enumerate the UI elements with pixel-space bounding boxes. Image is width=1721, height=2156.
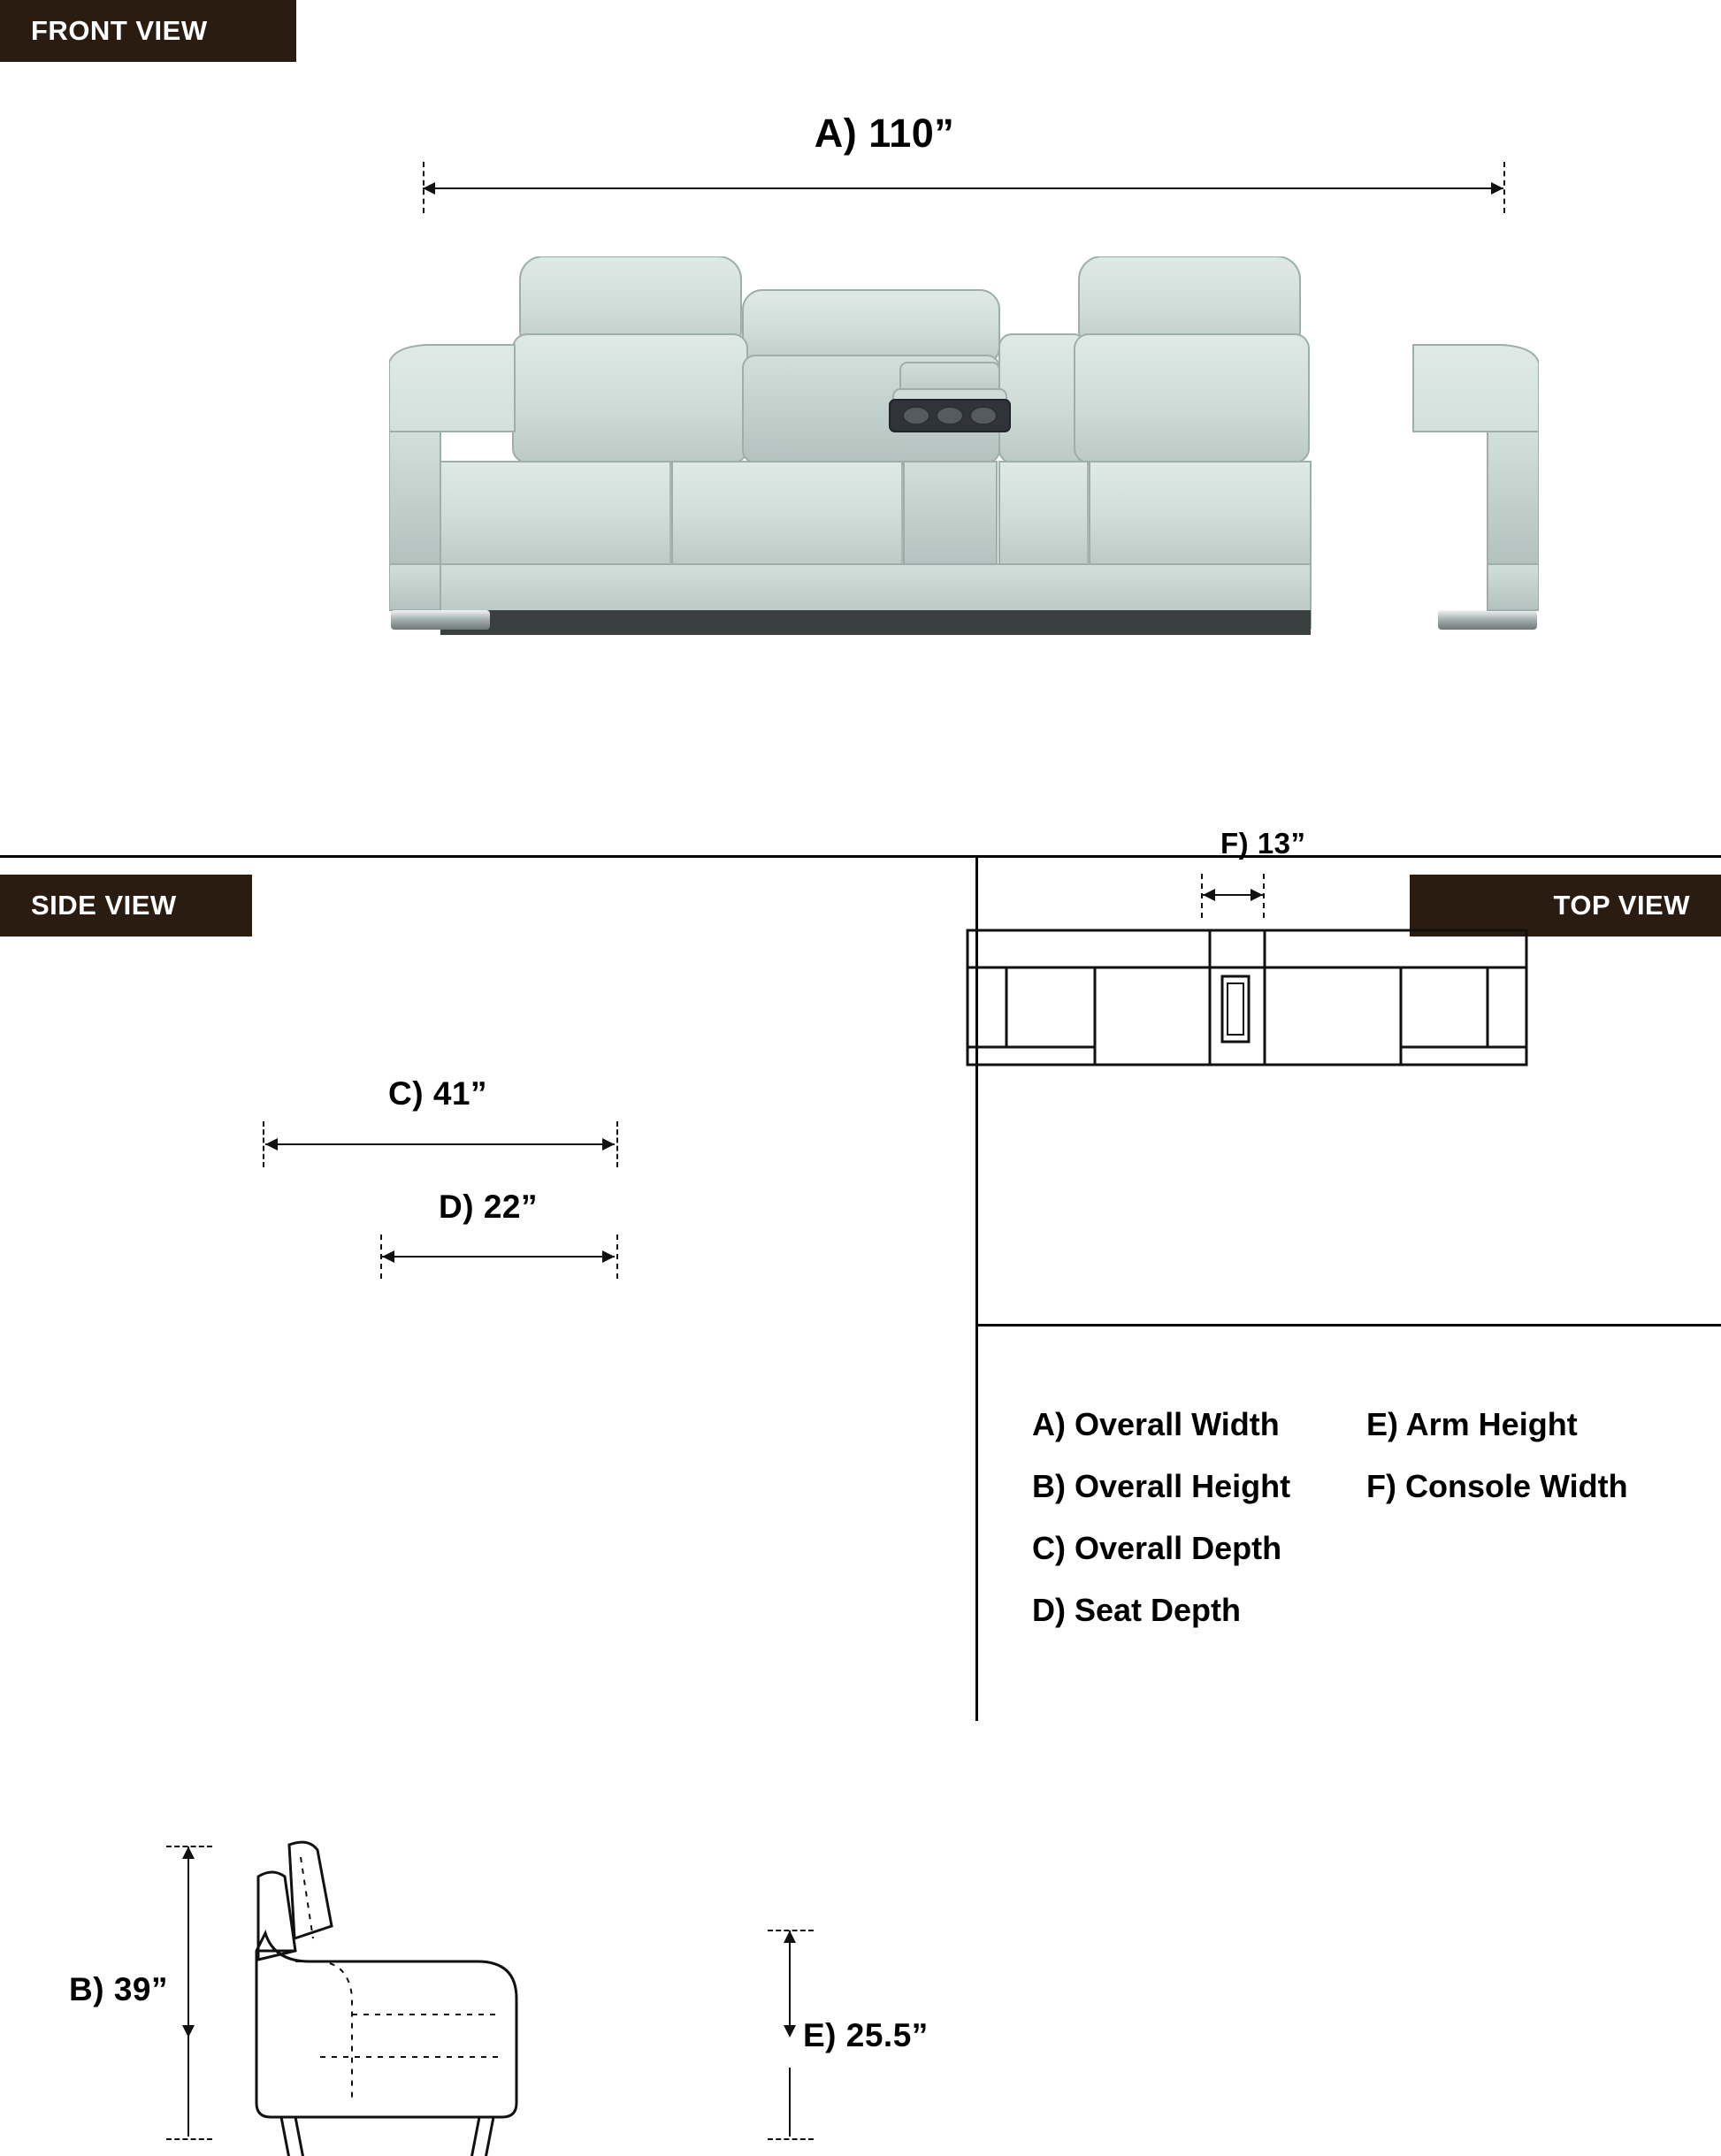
sofa-side-illustration xyxy=(239,1838,699,2156)
dimension-a-tick-left xyxy=(423,162,425,213)
front-view-panel xyxy=(0,0,1721,853)
top-view-tag-label: TOP VIEW xyxy=(1553,890,1690,921)
top-view-panel xyxy=(977,827,1721,1325)
legend-column-left xyxy=(1032,1406,1290,1654)
dimension-f-tick-left xyxy=(1201,874,1203,918)
dimension-e-line xyxy=(789,1930,791,2028)
dimension-e-tick-bottom xyxy=(768,2138,814,2140)
side-view-tag xyxy=(0,875,252,937)
dimension-e-line-lower xyxy=(789,2068,791,2137)
dimension-b-label: B) 39” xyxy=(69,1971,168,2007)
dimension-f-tick-right xyxy=(1263,874,1265,918)
dimension-d-arrow-left xyxy=(382,1250,394,1263)
front-view-tag-label: FRONT VIEW xyxy=(31,15,208,46)
dimension-b-tick-top xyxy=(166,1846,212,1847)
dimension-a-arrow-left xyxy=(423,182,435,195)
dimension-d-tick-left xyxy=(380,1235,382,1279)
dimension-e-label: E) 25.5” xyxy=(803,2017,929,2053)
dimension-e-tick-top xyxy=(768,1930,814,1931)
legend-item-e: E) Arm Height xyxy=(1366,1406,1578,1442)
dimension-a-label: A) 110” xyxy=(814,111,955,156)
dimension-b-line-lower xyxy=(187,2023,189,2137)
dimension-c-tick-right xyxy=(616,1121,618,1167)
dimension-a-line xyxy=(423,187,1503,189)
dimension-d-line xyxy=(382,1256,615,1258)
dimension-d-arrow-right xyxy=(602,1250,615,1263)
sofa-top-illustration xyxy=(964,927,1530,1095)
dimension-a-tick-right xyxy=(1503,162,1505,213)
dimension-a-arrow-right xyxy=(1491,182,1503,195)
dimension-d-label: D) 22” xyxy=(439,1189,538,1225)
legend-column-right xyxy=(1366,1406,1628,1530)
dimension-b-tick-bottom xyxy=(166,2138,212,2140)
legend-item-f: F) Console Width xyxy=(1366,1468,1628,1504)
legend-item-b: B) Overall Height xyxy=(1032,1468,1291,1504)
legend-item-d: D) Seat Depth xyxy=(1032,1592,1242,1628)
dimension-b-arrow-up xyxy=(182,1846,195,1859)
dimension-c-label: C) 41” xyxy=(388,1075,487,1112)
front-view-tag xyxy=(0,0,296,62)
dimension-c-arrow-right xyxy=(602,1138,615,1151)
side-view-panel xyxy=(0,856,973,2053)
legend-item-a: A) Overall Width xyxy=(1032,1406,1280,1442)
dimension-e-arrow-down xyxy=(784,2025,796,2037)
dimension-f-label: F) 13” xyxy=(1220,827,1306,860)
legend-item-c: C) Overall Depth xyxy=(1032,1530,1282,1566)
sofa-front-illustration xyxy=(389,256,1539,716)
dimension-f-arrow-right xyxy=(1251,889,1263,901)
dimension-e-arrow-up xyxy=(784,1930,796,1943)
side-view-tag-label: SIDE VIEW xyxy=(31,890,177,921)
dimension-f-arrow-left xyxy=(1203,889,1215,901)
dimension-c-tick-left xyxy=(263,1121,264,1167)
dimension-c-arrow-left xyxy=(265,1138,278,1151)
legend-panel xyxy=(977,1326,1721,1721)
dimension-d-tick-right xyxy=(616,1235,618,1279)
dimension-c-line xyxy=(265,1143,615,1145)
